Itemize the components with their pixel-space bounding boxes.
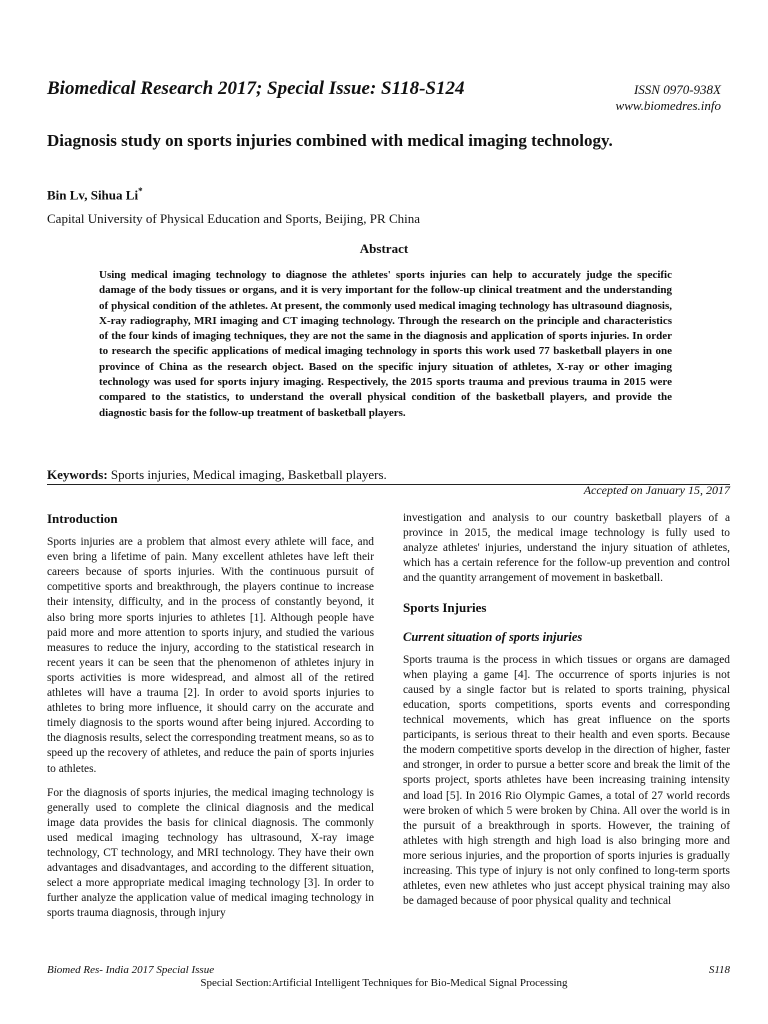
keywords-text: Sports injuries, Medical imaging, Basketball players.: [110, 467, 387, 482]
affiliation: Capital University of Physical Education and Sports, Beijing, PR China: [47, 211, 420, 226]
introduction-heading: Introduction: [47, 511, 118, 526]
accepted-date: Accepted on January 15, 2017: [583, 483, 730, 497]
left-column: [47, 511, 374, 930]
col2-paragraph-1: investigation and analysis to our country basketball players of a province in 2015, the medical image technology is fully used to analyze athletes' injuries, understand the injury situation of athletes, which has a certain reference for the follow-up prevention and control and the quantity arrangement of movement in basketball.: [403, 512, 730, 585]
right-column: [403, 511, 730, 918]
col2-paragraph-2: Sports trauma is the process in which tissues or organs are damaged when playing a game [4]. The occurrence of sports injuries is not caused by a single factor but is related to sports training, physical education, sports competitions, sports events and corresponding technical movements, which has great influence on the sports participants, is serious threat to their health and even sports. Because the modern competitive sports develop in the direction of higher, faster and stronger, in order to pursue a better score and break the limit of the sports project, sports athletes have been increasing training intensity and load [5]. In 2016 Rio Olympic Games, a total of 27 world records were broken of which 5 were broken by China. All over the world is in the pursuit of a breakthrough in sports. However, the training of athletes with high strength and high load is also bringing more and more serious injuries, and the proportion of sports injuries is gradually increasing. This type of injury is not only confined to long-term sports athletes, even new athletes who just accept physical training may also be damaged because of poor physical quality and technical: [403, 653, 730, 908]
authors: [47, 186, 143, 203]
footer-section: Special Section:Artificial Intelligent Techniques for Bio-Medical Signal Processing: [200, 977, 568, 989]
abstract-text: Using medical imaging technology to diagnose the athletes' sports injuries can help to accurately judge the specific damage of the body tissues or organs, and it is very important for the follow-up clinical treatment and the understanding of physical condition of the athletes. At present, the commonly used medical imaging technology has ultrasound diagnosis, X-ray radiography, MRI imaging and CT imaging technology. Through the research on the principle and characteristics of the four kinds of imaging techniques, they are not the same in the diagnosis and application of sports injuries. In order to research the specific applications of medical imaging technology in sports this work used 77 basketball players in one province of China as the research object. Based on the specific injury situation of athletes, X-ray or other imaging technology was used for sports injury imaging. Respectively, the 2015 sports trauma and previous trauma in 2015 were compared to the statistics, to understand the overall physical condition of the basketball players, and provide the diagnostic basis for the follow-up treatment of basketball players.: [99, 269, 672, 419]
sports-injuries-heading: Sports Injuries: [403, 600, 487, 616]
abstract-heading: Abstract: [359, 241, 409, 256]
keywords: [47, 467, 387, 483]
page-number: S118: [708, 964, 730, 976]
issn-block: [616, 82, 721, 114]
current-situation-heading: Current situation of sports injuries: [403, 629, 583, 644]
keywords-label: Keywords:: [47, 467, 108, 482]
corresponding-mark: *: [138, 186, 143, 196]
journal-header: Biomedical Research 2017; Special Issue: S118-S124: [47, 78, 465, 99]
intro-paragraph-1: Sports injuries are a problem that almost every athlete will face, and even bring a lifetime of pain. Many excellent athletes have left their careers because of sports injuries. With the continuous pursuit of competitive sports and breakthrough, the players continue to increase their intensity, difficulty, and in the process of constantly beyond, it also bring more sports injuries to athletes [1]. Although people have paid more and more attention to sports injury, and studied the various measures to reduce the injury, according to the statistical research in recent years it can be seen that the phenomenon of athletes injury in sports activities is more widespread, and almost all of the retired athletes will have a trauma [2]. In order to avoid sports injuries to athletes to bring more influence, it should carry on the accurate and timely diagnosis to the sports wound after being injured. According to the diagnosis results, select the corresponding treatment means, so as to speed up the recovery of athletes, and reduce the pain of sports injuries to athletes.: [47, 536, 374, 775]
intro-paragraph-2: For the diagnosis of sports injuries, the medical imaging technology is generally used to complete the clinical diagnosis and the medical image data provides the basis for clinical diagnosis. The commonly used medical imaging technology has ultrasound, X-ray image technology, CT technology, and MRI technology. They have their own advantages and disadvantages, and according to the different situation, select a more appropriate medical imaging technology [3]. In order to further analyze the application value of medical imaging technology in sports trauma diagnosis, through injury: [47, 786, 374, 920]
issn: ISSN 0970-938X: [633, 82, 721, 97]
journal-website[interactable]: www.biomedres.info: [615, 98, 721, 113]
author-names: Bin Lv, Sihua Li: [47, 187, 139, 203]
footer-journal: Biomed Res- India 2017 Special Issue: [47, 964, 215, 976]
paper-title: Diagnosis study on sports injuries combined with medical imaging technology.: [47, 131, 613, 150]
